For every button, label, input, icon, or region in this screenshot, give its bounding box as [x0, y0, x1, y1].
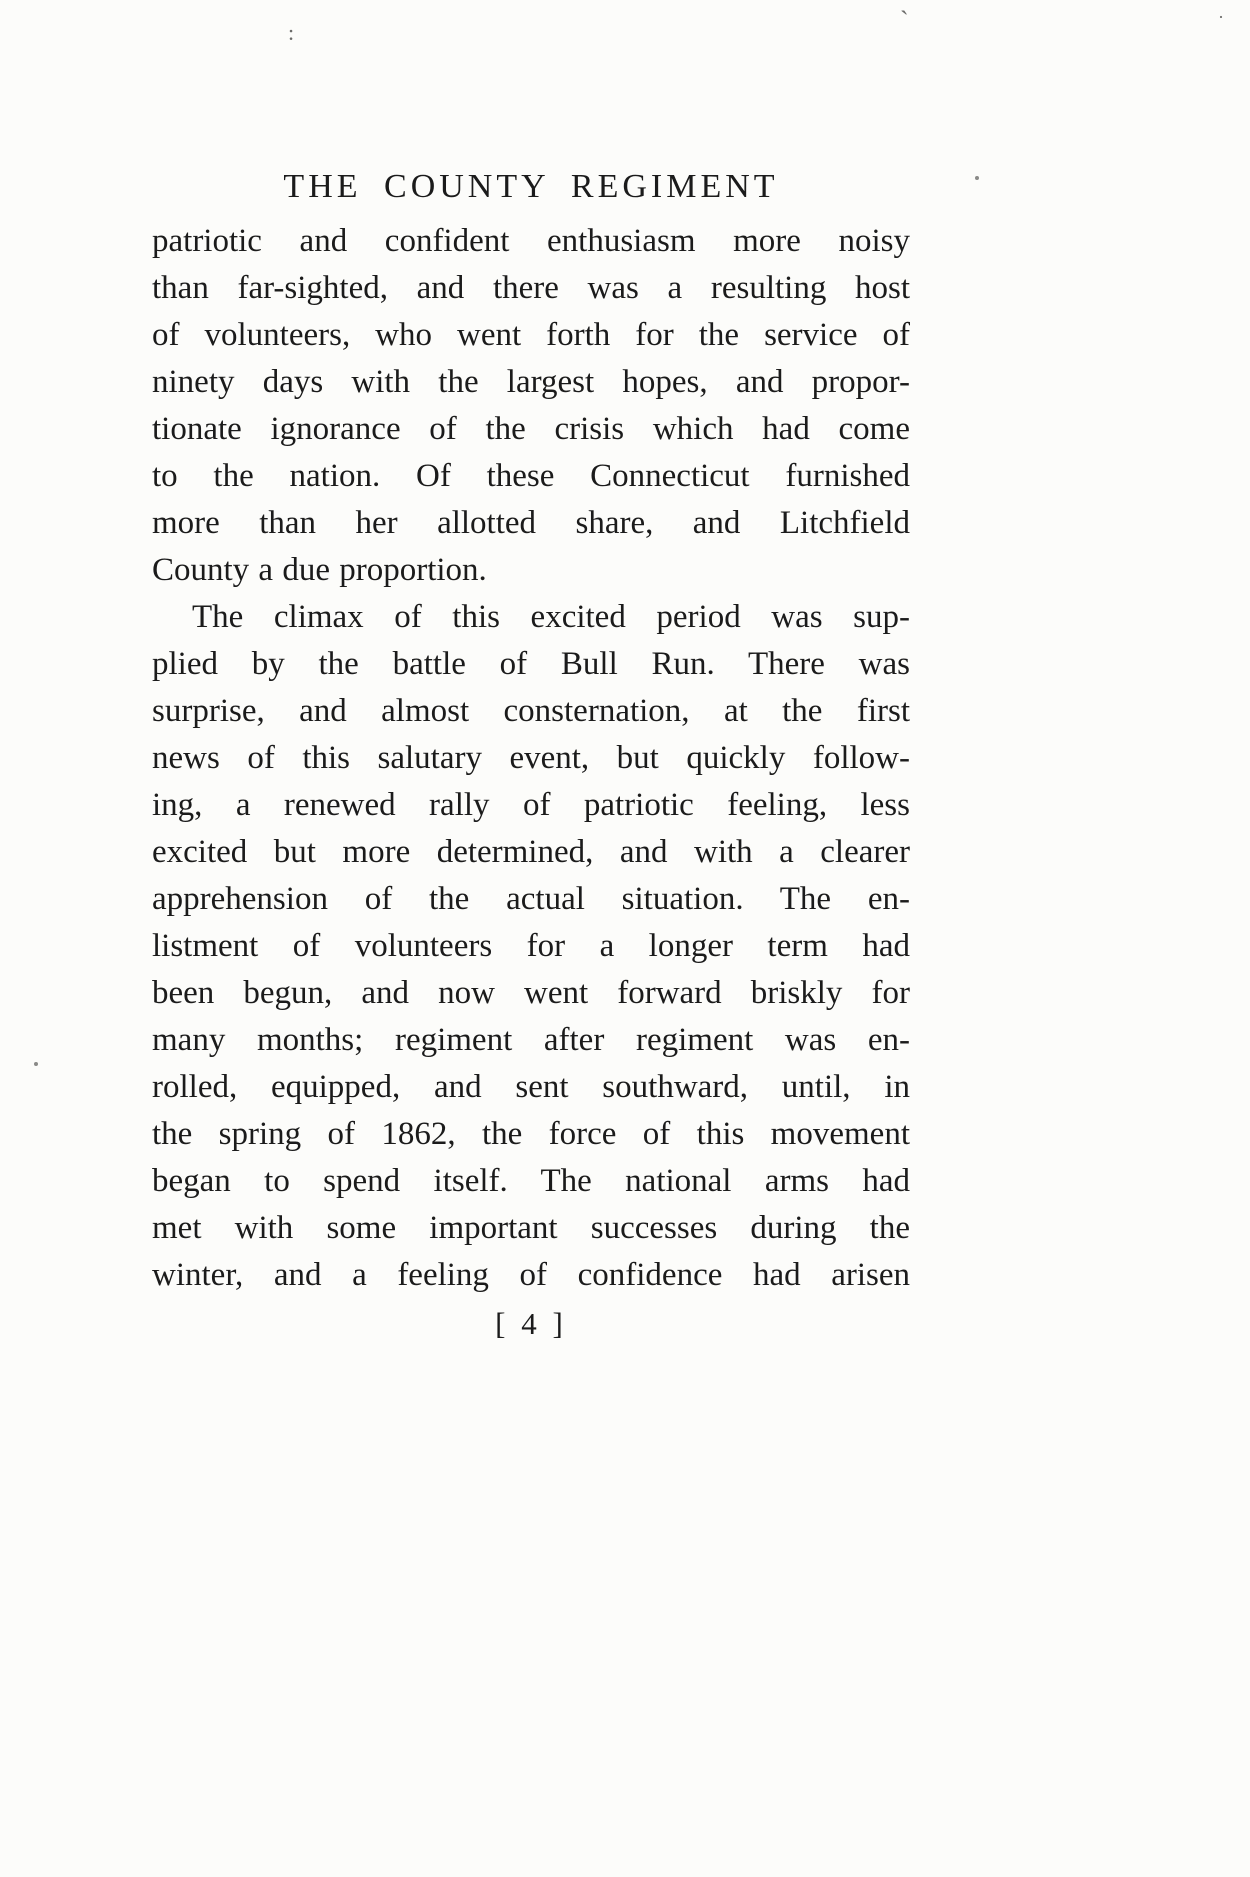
page-header: THE COUNTY REGIMENT [283, 168, 779, 205]
page-number: [ 4 ] [495, 1306, 567, 1341]
text-line: listment of volunteers for a longer term had [152, 928, 910, 964]
text-line: many months; regiment after regiment was en- [152, 1022, 910, 1058]
text-line: more than her allotted share, and Litchfield [152, 505, 910, 541]
text-block [152, 163, 910, 1347]
text-line: to the nation. Of these Connecticut furnished [152, 458, 910, 494]
text-line: surprise, and almost consternation, at the first [152, 693, 910, 729]
scan-artifact: ` [900, 6, 909, 35]
text-line: plied by the battle of Bull Run. There was [152, 646, 910, 682]
text-line: patriotic and confident enthusiasm more noisy [152, 223, 910, 259]
text-line: winter, and a feeling of confidence had arisen [152, 1257, 910, 1293]
scan-artifact: : [288, 20, 295, 45]
text-line: County a due proportion. [152, 552, 487, 588]
text-line: been begun, and now went forward briskly for [152, 975, 910, 1011]
text-line: rolled, equipped, and sent southward, until, in [152, 1069, 910, 1105]
text-line: met with some important successes during the [152, 1210, 910, 1246]
text-line: tionate ignorance of the crisis which had come [152, 411, 910, 447]
text-line: than far-sighted, and there was a resulting host [152, 270, 910, 306]
scan-artifact [975, 176, 979, 180]
text-line: apprehension of the actual situation. The en- [152, 881, 910, 917]
text-line: The climax of this excited period was sup- [192, 599, 910, 635]
text-line: of volunteers, who went forth for the service of [152, 317, 910, 353]
text-line: ninety days with the largest hopes, and propor- [152, 364, 910, 400]
text-line: ing, a renewed rally of patriotic feeling, less [152, 787, 910, 823]
text-line: began to spend itself. The national arms had [152, 1163, 910, 1199]
paragraph [152, 218, 910, 594]
text-line: news of this salutary event, but quickly follow- [152, 740, 910, 776]
text-line: the spring of 1862, the force of this movement [152, 1116, 910, 1152]
scan-artifact [34, 1062, 38, 1066]
text-line: excited but more determined, and with a clearer [152, 834, 910, 870]
body-text [152, 218, 910, 1299]
paragraph [152, 594, 910, 1299]
scan-artifact: · [1218, 7, 1224, 27]
